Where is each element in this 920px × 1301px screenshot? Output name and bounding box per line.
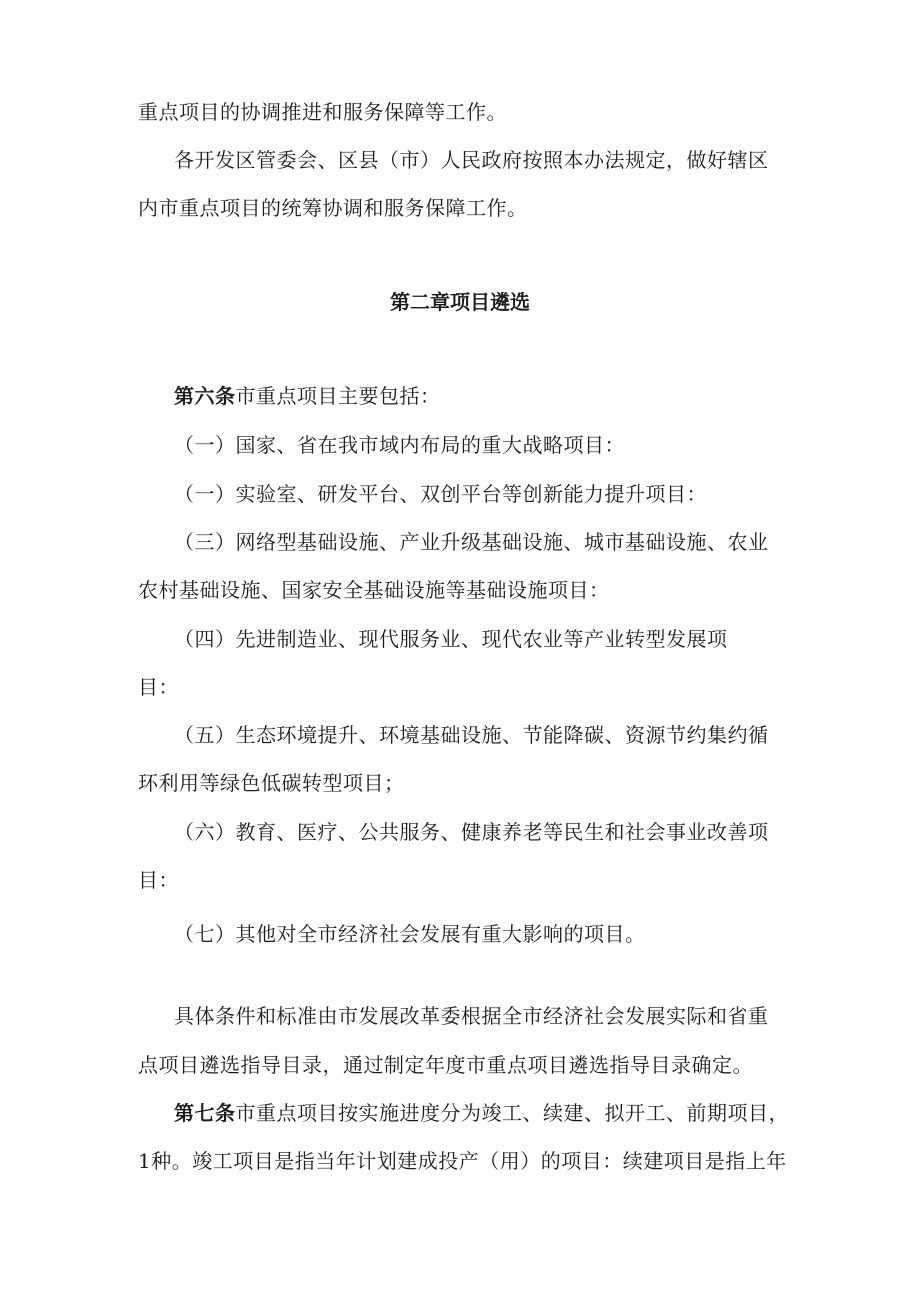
chapter-title: 第二章项目遴选 xyxy=(390,290,530,314)
article-6 xyxy=(174,382,441,410)
paragraph-line: 重点项目的协调推进和服务保障等工作。 xyxy=(138,100,507,124)
list-item: （七）其他对全市经济社会发展有重大影响的项目。 xyxy=(174,922,646,946)
list-item: （一）国家、省在我市域内布局的重大战略项目： xyxy=(174,433,625,457)
article-7 xyxy=(174,1099,789,1127)
list-item: （五）生态环境提升、环境基础设施、节能降碳、资源节约集约循 xyxy=(174,723,769,747)
list-item-continuation: 目： xyxy=(138,868,179,892)
paragraph-line: 点项目遴选指导目录，通过制定年度市重点项目遴选指导目录确定。 xyxy=(138,1053,753,1077)
list-item: （六）教育、医疗、公共服务、健康养老等民生和社会事业改善项 xyxy=(174,820,769,844)
list-item: （三）网络型基础设施、产业升级基础设施、城市基础设施、农业 xyxy=(174,530,769,554)
article-label: 第七条 xyxy=(174,1101,236,1125)
article-text: 市重点项目按实施进度分为竣工、续建、拟开工、前期项目， xyxy=(235,1101,789,1125)
list-item-continuation: 农村基础设施、国家安全基础设施等基础设施项目： xyxy=(138,578,610,602)
list-item: （四）先进制造业、现代服务业、现代农业等产业转型发展项 xyxy=(174,627,728,651)
article-label: 第六条 xyxy=(174,384,236,408)
paragraph-line: 具体条件和标准由市发展改革委根据全市经济社会发展实际和省重 xyxy=(174,1004,769,1028)
list-item: （一）实验室、研发平台、双创平台等创新能力提升项目： xyxy=(174,482,707,506)
paragraph-line: 1种。竣工项目是指当年计划建成投产（用）的项目：续建项目是指上年 xyxy=(138,1149,787,1173)
paragraph-line: 内市重点项目的统筹协调和服务保障工作。 xyxy=(138,196,528,220)
paragraph-line: 各开发区管委会、区县（市）人民政府按照本办法规定，做好辖区 xyxy=(174,148,769,172)
list-item-continuation: 环利用等绿色低碳转型项目； xyxy=(138,771,405,795)
article-text: 市重点项目主要包括： xyxy=(235,384,441,408)
list-item-continuation: 目： xyxy=(138,675,179,699)
